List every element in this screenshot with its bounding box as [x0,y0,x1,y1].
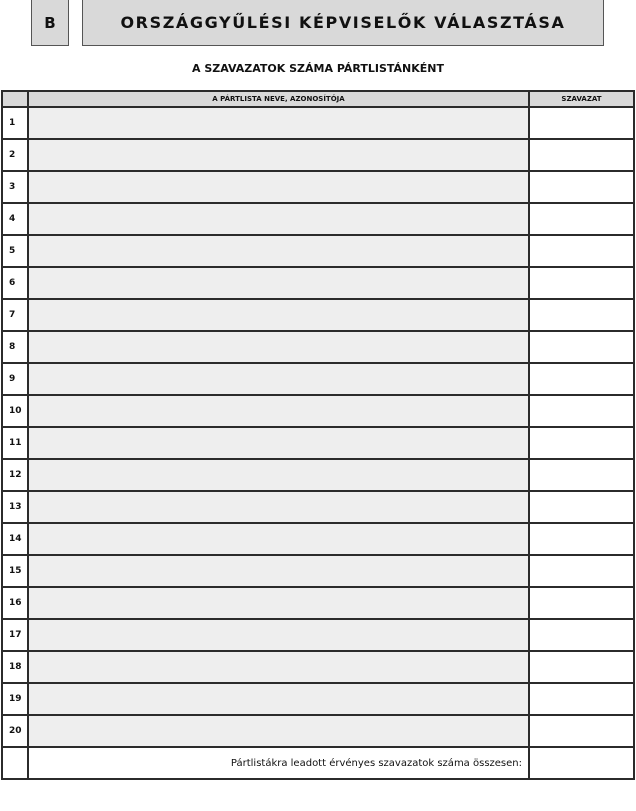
title-box [82,0,604,46]
row-number: 15 [2,555,28,587]
row-number: 6 [2,267,28,299]
column-header-party-list: A PÁRTLISTA NEVE, AZONOSÍTÓJA [28,91,529,107]
party-list-name-field[interactable] [28,203,529,235]
party-list-name-field[interactable] [28,619,529,651]
table-subtitle: A SZAVAZATOK SZÁMA PÁRTLISTÁNKÉNT [191,62,445,75]
table-row [2,715,634,747]
row-number: 11 [2,427,28,459]
votes-field[interactable] [529,491,634,523]
party-list-name-field[interactable] [28,587,529,619]
row-number: 17 [2,619,28,651]
party-list-name-field[interactable] [28,683,529,715]
votes-field[interactable] [529,267,634,299]
row-number: 10 [2,395,28,427]
votes-field[interactable] [529,139,634,171]
party-list-name-field[interactable] [28,235,529,267]
table-row [2,619,634,651]
table-row [2,363,634,395]
table-row [2,491,634,523]
table-row [2,171,634,203]
table-row [2,651,634,683]
table-row [2,395,634,427]
table-row [2,523,634,555]
votes-field[interactable] [529,715,634,747]
votes-field[interactable] [529,107,634,139]
row-number: 7 [2,299,28,331]
votes-field[interactable] [529,587,634,619]
column-header-number [2,91,28,107]
table-row [2,235,634,267]
votes-field[interactable] [529,363,634,395]
total-row [2,747,634,779]
party-list-name-field[interactable] [28,395,529,427]
table-row [2,459,634,491]
party-list-name-field[interactable] [28,267,529,299]
table-row [2,555,634,587]
votes-field[interactable] [529,683,634,715]
votes-field[interactable] [529,331,634,363]
row-number: 12 [2,459,28,491]
party-list-name-field[interactable] [28,299,529,331]
party-list-name-field[interactable] [28,171,529,203]
votes-field[interactable] [529,427,634,459]
votes-field[interactable] [529,651,634,683]
table-row [2,299,634,331]
row-number: 13 [2,491,28,523]
party-list-name-field[interactable] [28,555,529,587]
row-number: 1 [2,107,28,139]
votes-field[interactable] [529,459,634,491]
party-list-name-field[interactable] [28,523,529,555]
votes-field[interactable] [529,619,634,651]
votes-field[interactable] [529,203,634,235]
row-number: 14 [2,523,28,555]
party-list-name-field[interactable] [28,459,529,491]
row-number: 4 [2,203,28,235]
party-list-name-field[interactable] [28,139,529,171]
total-row-spacer [2,747,28,779]
table-row [2,427,634,459]
row-number: 8 [2,331,28,363]
votes-field[interactable] [529,523,634,555]
page-title: ORSZÁGGYŰLÉSI KÉPVISELŐK VÁLASZTÁSA [120,13,566,32]
table-row [2,203,634,235]
party-list-name-field[interactable] [28,427,529,459]
table-row [2,107,634,139]
table-row [2,331,634,363]
table-row [2,267,634,299]
section-letter: B [44,13,56,32]
row-number: 16 [2,587,28,619]
votes-field[interactable] [529,555,634,587]
party-list-name-field[interactable] [28,651,529,683]
party-list-name-field[interactable] [28,331,529,363]
table-row [2,683,634,715]
row-number: 19 [2,683,28,715]
votes-field[interactable] [529,299,634,331]
row-number: 20 [2,715,28,747]
party-list-name-field[interactable] [28,715,529,747]
table-row [2,139,634,171]
row-number: 9 [2,363,28,395]
votes-field[interactable] [529,171,634,203]
party-list-name-field[interactable] [28,491,529,523]
votes-field[interactable] [529,235,634,267]
votes-field[interactable] [529,395,634,427]
column-header-votes: SZAVAZAT [529,91,634,107]
table-row [2,587,634,619]
row-number: 5 [2,235,28,267]
total-votes-field[interactable] [529,747,634,779]
party-list-name-field[interactable] [28,107,529,139]
row-number: 2 [2,139,28,171]
row-number: 3 [2,171,28,203]
party-list-name-field[interactable] [28,363,529,395]
table-body [2,107,634,747]
section-letter-box [31,0,69,46]
table-header-row [2,91,634,107]
row-number: 18 [2,651,28,683]
total-label: Pártlistákra leadott érvényes szavazatok száma összesen: [28,747,529,779]
party-list-votes-table [1,90,635,780]
